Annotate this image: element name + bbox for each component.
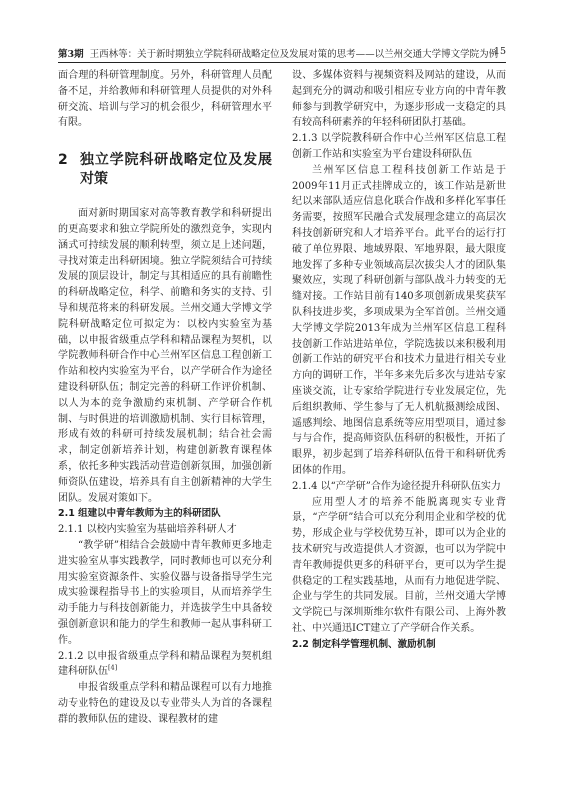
subsection-heading-2-1: 2.1 组建以中青年教师为主的科研团队 bbox=[58, 508, 221, 520]
section-title: 独立学院科研战略定位及发展对策 bbox=[80, 152, 272, 188]
section-number: 2 bbox=[58, 152, 68, 169]
header-left bbox=[58, 46, 498, 60]
issue-label: 第3期 bbox=[58, 49, 84, 60]
right-column bbox=[292, 68, 506, 652]
subsection-heading-2-2: 2.2 制定科学管理机制、激励机制 bbox=[292, 638, 436, 650]
citation-ref[interactable]: [4] bbox=[108, 663, 118, 672]
body-paragraph: “教学研”相结合会鼓励中青年教师更多地走进实验室从事实践教学，同时教师也可以充分利用实验室资源条件、实验仪器与设备指导学生完成实验课程指导书上的实验项目，从而培养学生动手能力与科技创新能力，并选拔学生中具备较强创新意识和能力的学生和教师一起从事科研工作。 bbox=[58, 539, 272, 646]
body-paragraph: 面对新时期国家对高等教育教学和科研提出的更高要求和独立学院所处的激烈竞争，实现内涵式可持续发展的顺利转型，须立足上述问题，寻找对策走出科研困境。独立学院须结合可持续发展的顶层设计，制定与其相适应的具有前瞻性的科研战略定位，科学、前瞻和务实的支持、引导和规范将来的科研发展。兰州交通大学博文学院科研战略定位可拟定为：以校内实验室为基础，以申报省级重点学科和精品课程为契机，以学院教师科研合作中心兰州军区信息工程创新工作站和校内实验室为平台，以产学研合作为途径建设科研队伍；制定完善的科研工作评价机制、以人为本的竞争激励约束机制、产学研合作机制、与时俱进的培训激励机制、实行目标管理，形成有效的科研可持续发展机制；结合社会需求，制定创新培养计划，构建创新教育课程体系，依托多种实践活动营造创新氛围，加强创新师资队伍建设，培养具有自主创新精神的大学生团队。发展对策如下。 bbox=[58, 208, 272, 504]
subsubsection-heading-2-1-1: 2.1.1 以校内实验室为基础培养科研人才 bbox=[58, 524, 237, 536]
page-number: 15 bbox=[493, 46, 506, 57]
continued-paragraph: 设、多媒体资料与视频资料及网站的建设，从而起到充分的调动和吸引相应专业方向的中青年教师参与到教学研究中，为逐步形成一支稳定的具有较高科研素养的年轻科研团队打基础。 bbox=[292, 70, 506, 129]
left-column bbox=[58, 68, 272, 727]
body-paragraph: 应用型人才的培养不能脱离现实专业背景，“产学研”结合可以充分利用企业和学校的优势，形成企业与学校优势互补，即可以为企业的技术研究与改造提供人才资源，也可以为学院中青年教师提供更多的科研平台，更可以为学生提供稳定的工程实践基地，从而有力地促进学院、企业与学生的共同发展。目前，兰州交通大学博文学院已与深圳斯维尔软件有限公司、上海外教社、中兴通迅ICT建立了产学研合作关系。 bbox=[292, 496, 506, 634]
intro-paragraph: 面合理的科研管理制度。另外，科研管理人员配备不足，并给教师和科研管理人员提供的对外科研交流、培训与学习的机会很少，科研管理水平有限。 bbox=[58, 70, 272, 129]
section-heading bbox=[58, 151, 272, 189]
heading-text: 2.1.2 以申报省级重点学科和精品课程为契机组建科研队伍 bbox=[58, 650, 272, 678]
running-header bbox=[58, 44, 506, 63]
body-paragraph: 申报省级重点学科和精品课程可以有力地推动专业特色的建设及以专业带头人为首的各课程群的教师队伍的建设、课程教材的建 bbox=[58, 682, 272, 725]
body-paragraph: 兰州军区信息工程科技创新工作站是于2009年11月正式挂牌成立的，该工作站是新世纪以来部队适应信息化联合作战和多样化军事任务需要，按照军民融合式发展理念建立的高层次科技创新研究和人才培养平台。此平台的运行打破了单位界限、地域界限、军地界限，最大限度地发挥了多种专业领域高层次拔尖人才的团队集聚效应，实现了科研创新与部队战斗力转变的无缝对接。工作站目前有140多项创新成果奖获军队科技进步奖，多项成果为全军首创。兰州交通大学博文学院2013年成为兰州军区信息工程科技创新工作站进站单位，学院选拔以来积极利用创新工作站的研究平台和技术力量进行相关专业方向的调研工作，半年多来先后多次与进站专家座谈交流，让专家给学院进行专业发展定位，先后组织教师、学生参与了无人机航摄测绘成图、遥感判绘、地图信息系统等应用型项目，通过参与与合作，提高师资队伍科研的积极性，开拓了眼界，初步起到了培养科研队伍骨干和科研优秀团体的作用。 bbox=[292, 164, 506, 476]
subsubsection-heading-2-1-2 bbox=[58, 649, 272, 681]
subsubsection-heading-2-1-3: 2.1.3 以学院教科研合作中心兰州军区信息工程创新工作站和实验室为平台建设科研队伍 bbox=[292, 133, 506, 160]
header-title: 王西林等：关于新时期独立学院科研战略定位及发展对策的思考——以兰州交通大学博文学院为例 bbox=[89, 49, 499, 60]
subsubsection-heading-2-1-4: 2.1.4 以“产学研”合作为途径提升科研队伍实力 bbox=[292, 480, 501, 492]
